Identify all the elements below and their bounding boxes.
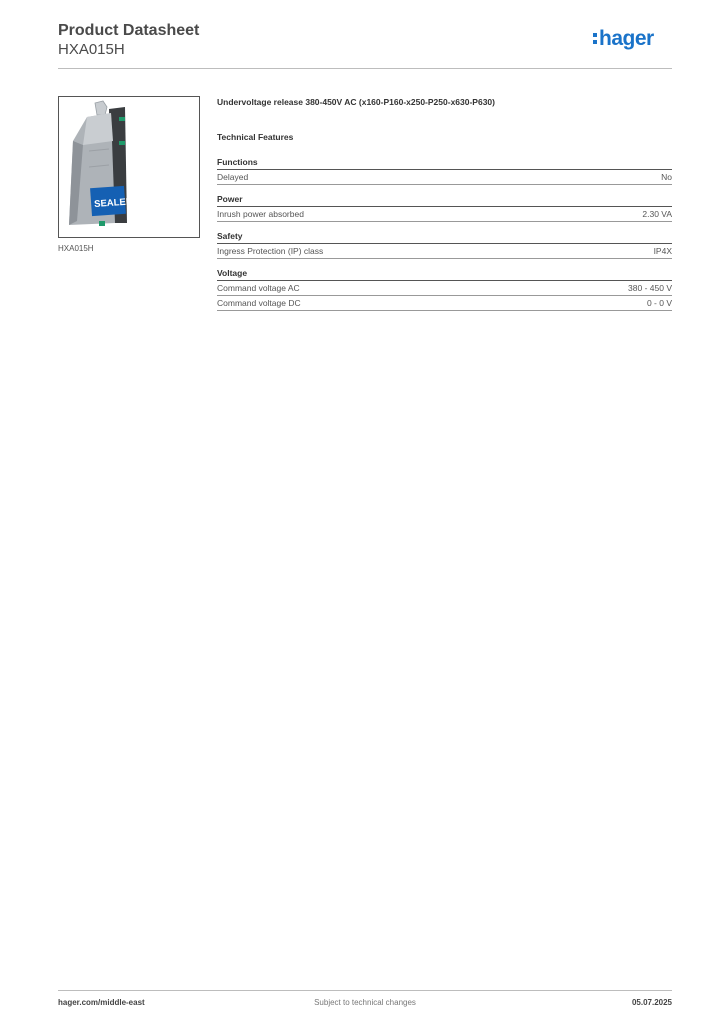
feature-row	[217, 244, 672, 259]
feature-value: 0 - 0 V	[646, 298, 672, 308]
hager-logo	[592, 26, 672, 55]
svg-text:hager: hager	[599, 27, 654, 50]
section-functions	[217, 156, 672, 185]
feature-label: Ingress Protection (IP) class	[217, 246, 324, 256]
feature-row	[217, 207, 672, 222]
product-details	[217, 96, 672, 311]
section-title: Power	[217, 193, 672, 207]
product-image	[58, 96, 200, 238]
feature-row	[217, 170, 672, 185]
feature-label: Delayed	[217, 172, 249, 182]
section-safety	[217, 230, 672, 259]
feature-row	[217, 281, 672, 296]
product-code: HXA015H	[58, 41, 125, 58]
page-header	[58, 22, 672, 68]
section-title: Functions	[217, 156, 672, 170]
feature-value: 2.30 VA	[642, 209, 672, 219]
footer-notice: Subject to technical changes	[314, 998, 416, 1007]
hager-logo-icon	[592, 26, 672, 50]
product-image-caption: HXA015H	[58, 244, 94, 253]
page-title: Product Datasheet	[58, 22, 200, 39]
footer-date: 05.07.2025	[631, 998, 672, 1007]
feature-label: Inrush power absorbed	[217, 209, 304, 219]
product-name: Undervoltage release 380-450V AC (x160-P160-x250-P250-x630-P630)	[217, 97, 495, 107]
section-title: Voltage	[217, 267, 672, 281]
section-title: Safety	[217, 230, 672, 244]
undervoltage-release-module-photo	[59, 97, 199, 237]
technical-features-title: Technical Features	[217, 132, 294, 142]
section-power	[217, 193, 672, 222]
header-divider	[58, 68, 672, 69]
page-footer	[58, 998, 672, 1010]
feature-label: Command voltage AC	[217, 283, 300, 293]
footer-divider	[58, 990, 672, 991]
feature-value: No	[661, 172, 672, 182]
footer-website: hager.com/middle-east	[58, 998, 145, 1007]
feature-label: Command voltage DC	[217, 298, 301, 308]
feature-value: 380 - 450 V	[628, 283, 672, 293]
sealed-label: SEALED	[93, 196, 134, 210]
section-voltage	[217, 267, 672, 311]
feature-value: IP4X	[653, 246, 672, 256]
feature-row	[217, 296, 672, 311]
